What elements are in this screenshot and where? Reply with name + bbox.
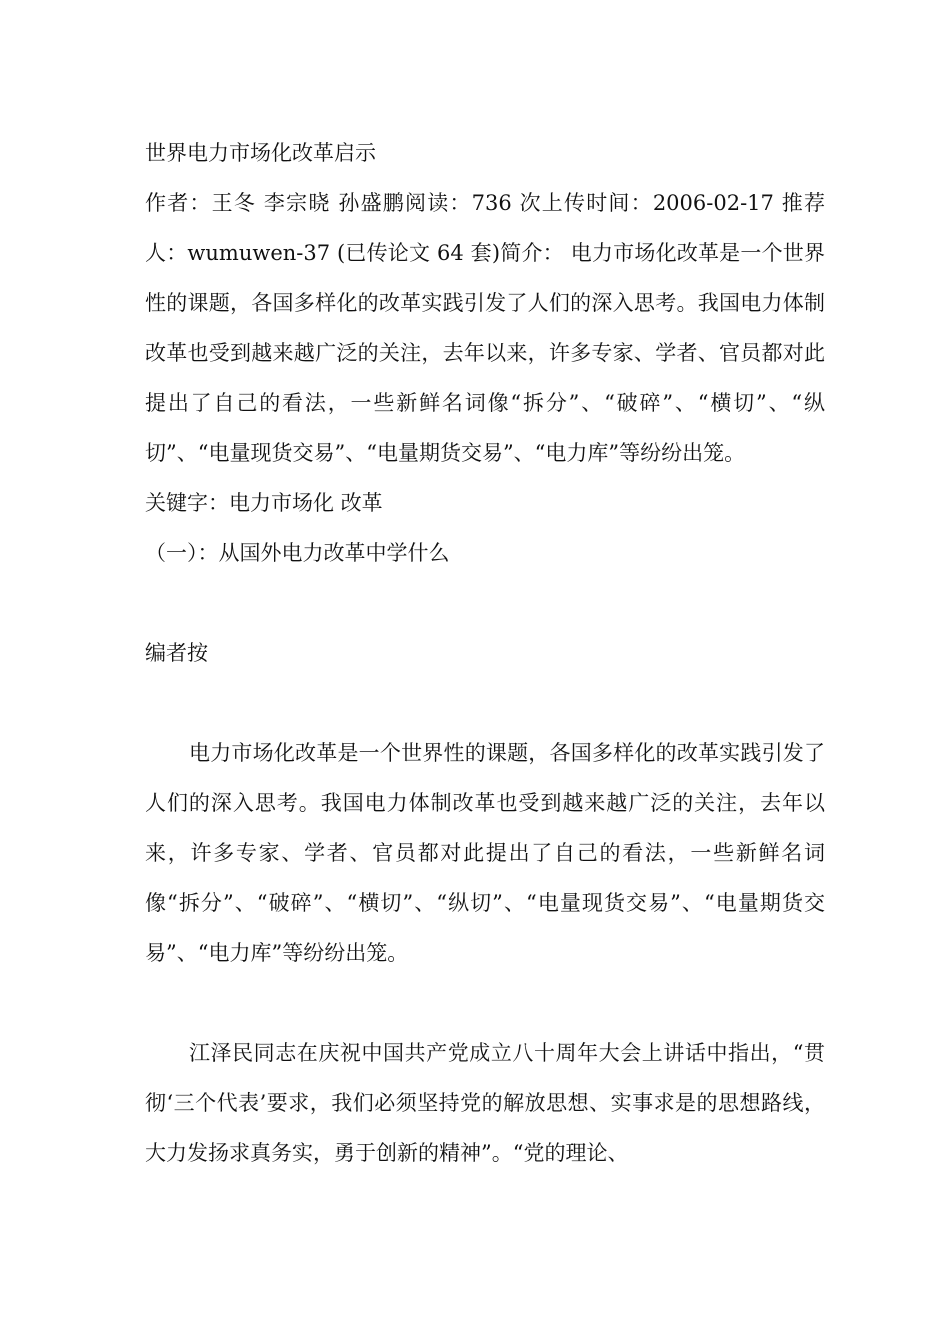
document-title: 世界电力市场化改革启示 [145,141,376,165]
article-meta: 作者：王冬 李宗晓 孙盛鹏阅读：736 次上传时间：2006-02-17 推荐人：wumuwen-37 (已传论文 64 套)简介： 电力市场化改革是一个世界性的课题，各国多样化的改革实践引发了人们的深入思考。我国电力体制改革也受到越来越广泛的关注，去年以来，许多专家、学者、官员都对此提出了自己的看法，一些新鲜名词像“拆分”、“破碎”、“横切”、“纵切”、“电量现货交易”、“电量期货交易”、“电力库”等纷纷出笼。 [145,191,825,465]
blank-line [145,978,825,1028]
blank-line [145,578,825,628]
document-body [145,128,825,1178]
body-paragraph: 电力市场化改革是一个世界性的课题，各国多样化的改革实践引发了人们的深入思考。我国电力体制改革也受到越来越广泛的关注，去年以来，许多专家、学者、官员都对此提出了自己的看法，一些新鲜名词像“拆分”、“破碎”、“横切”、“纵切”、“电量现货交易”、“电量期货交易”、“电力库”等纷纷出笼。 [145,741,825,965]
editor-note-label: 编者按 [145,641,208,665]
blank-line [145,678,825,728]
body-paragraph: 江泽民同志在庆祝中国共产党成立八十周年大会上讲话中指出，“贯彻‘三个代表’要求，我们必须坚持党的解放思想、实事求是的思想路线，大力发扬求真务实，勇于创新的精神”。“党的理论、 [145,1041,825,1165]
section-heading: （一）：从国外电力改革中学什么 [145,541,450,565]
keywords-line: 关键字：电力市场化 改革 [145,491,383,515]
